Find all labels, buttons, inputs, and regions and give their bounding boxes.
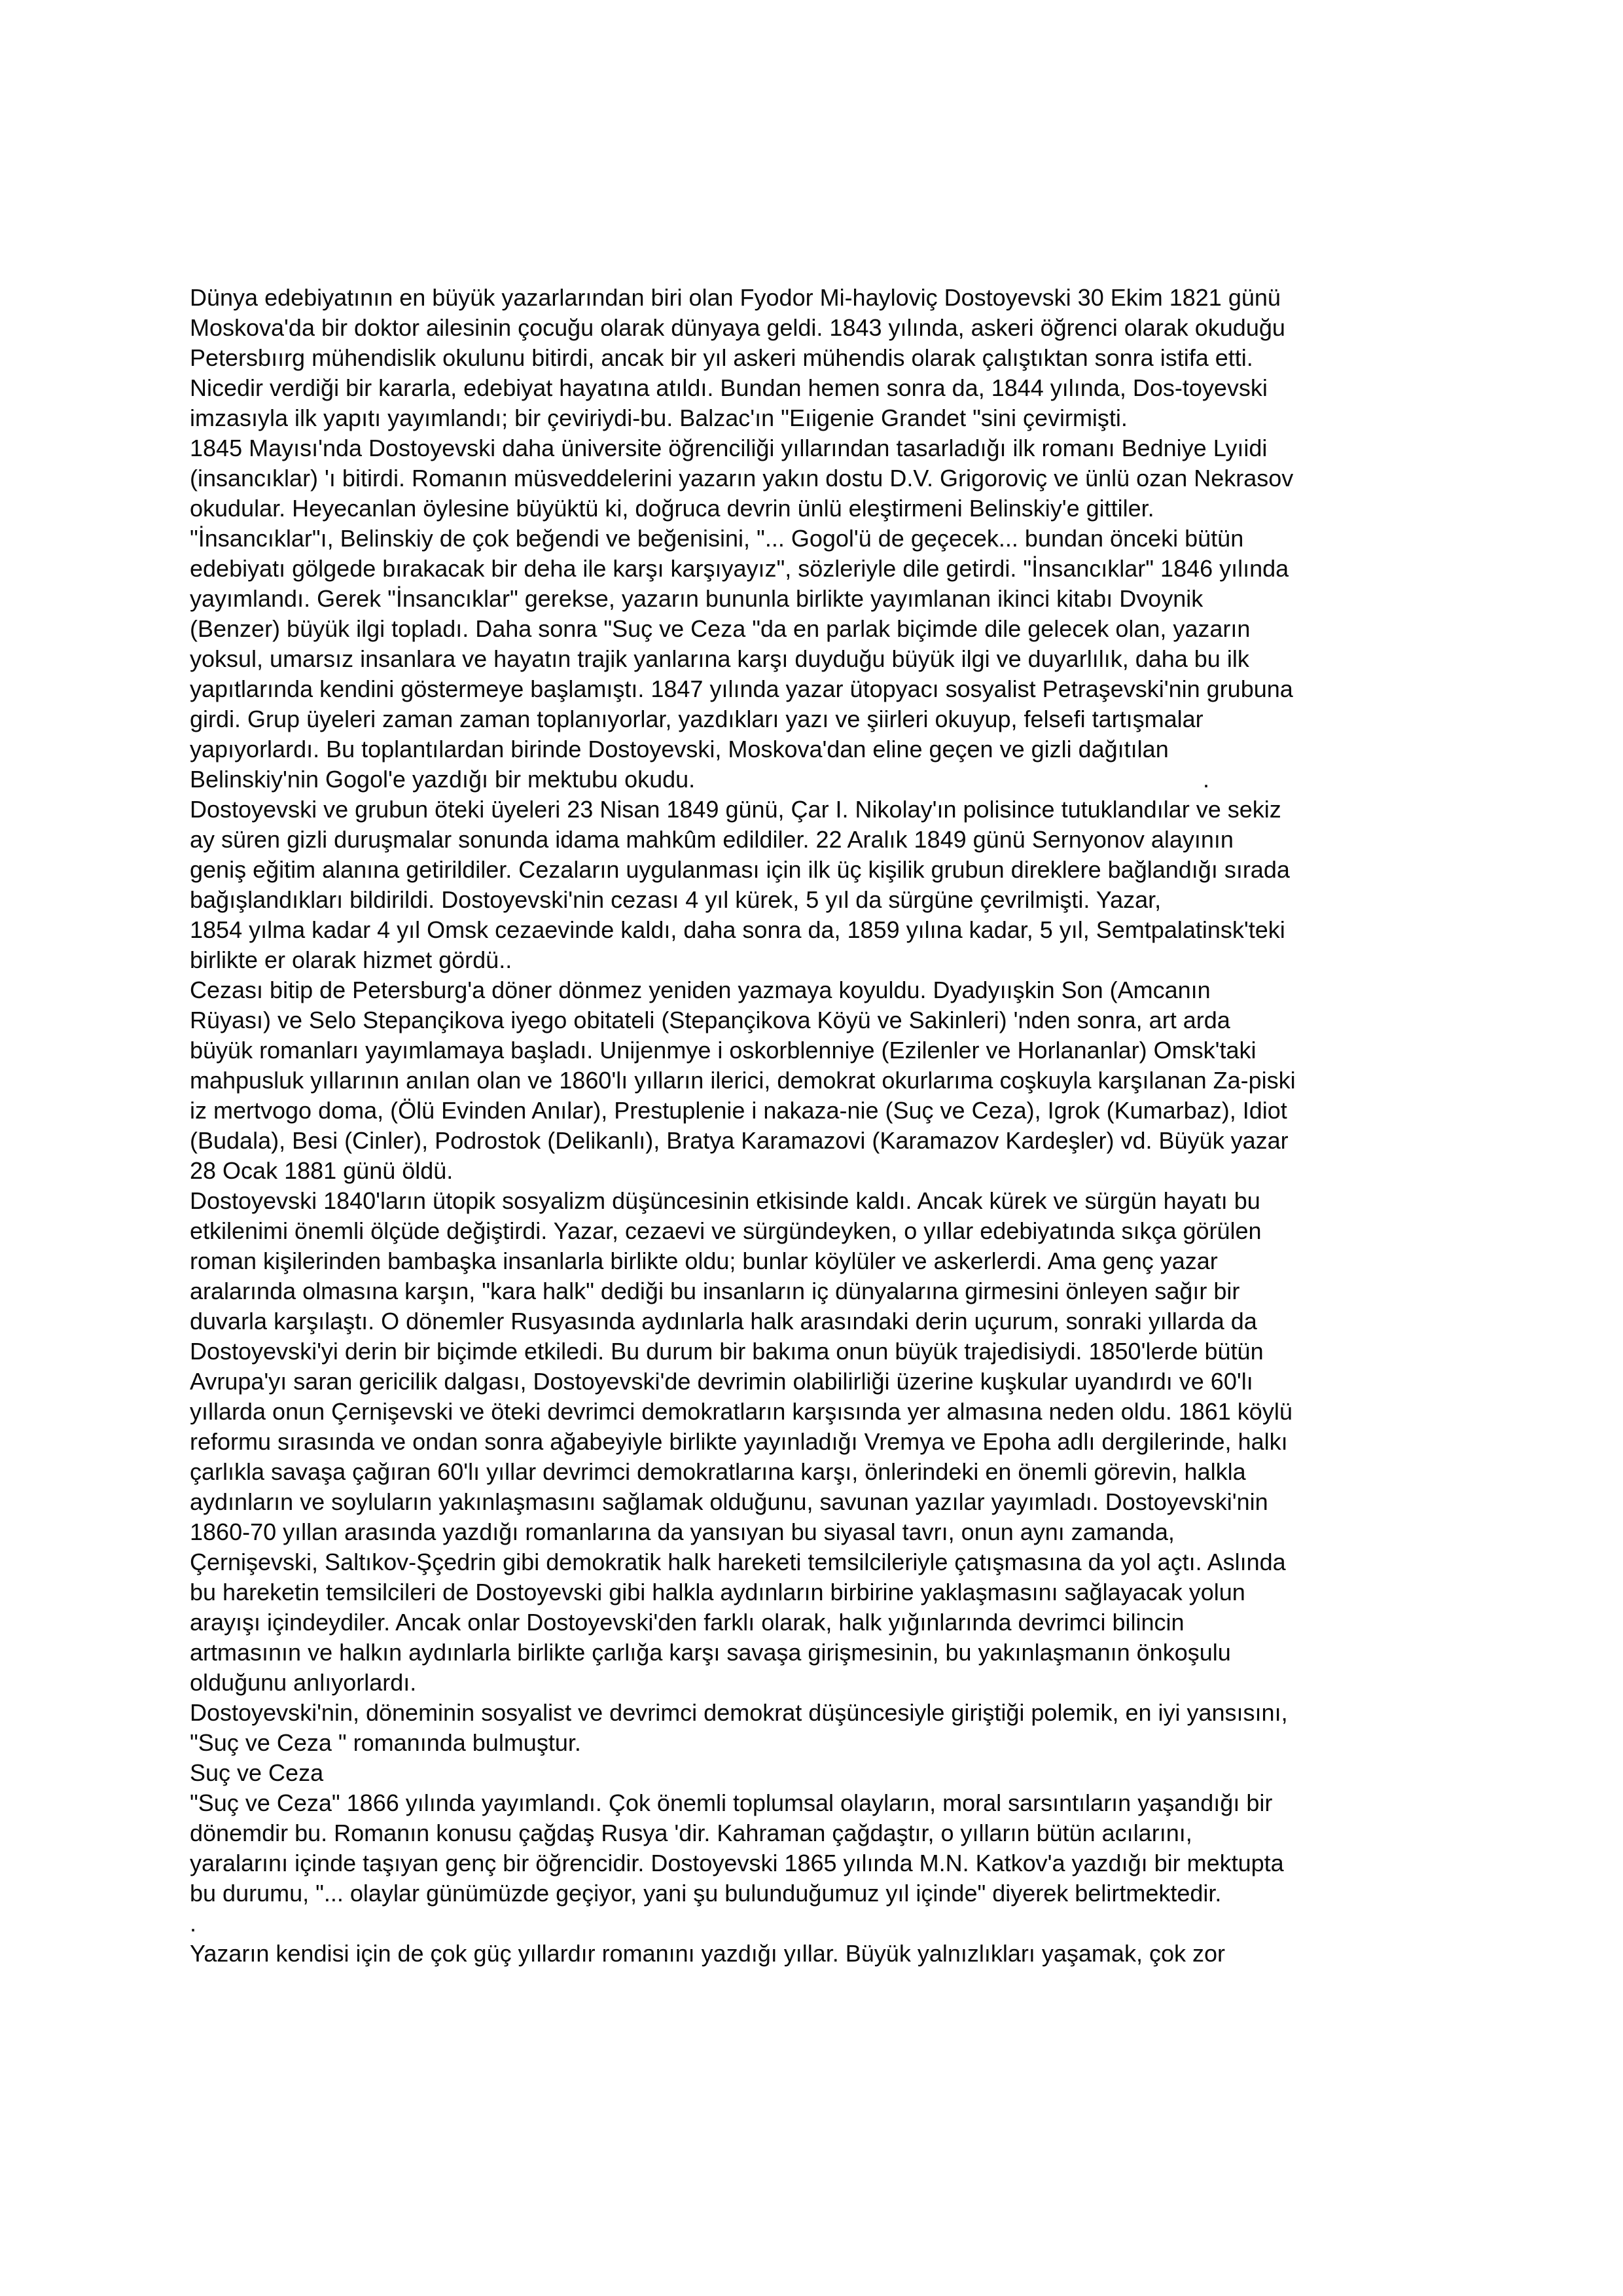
- text-line: bağışlandıkları bildirildi. Dostoyevski'nin cezası 4 yıl kürek, 5 yıl da sürgüne çevrilmişti. Yazar,: [190, 886, 1162, 913]
- text-line: Çernişevski, Saltıkov-Şçedrin gibi demokratik halk hareketi temsilcileriyle çatışmasına da yol açtı. Aslında: [190, 1549, 1286, 1575]
- body-text: [190, 283, 1472, 1999]
- stray-period-mark: .: [1203, 766, 1210, 793]
- text-line: Yazarın kendisi için de çok güç yıllardır romanını yazdığı yıllar. Büyük yalnızlıkları yaşamak, çok zor: [190, 1940, 1225, 1967]
- text-line: Moskova'da bir doktor ailesinin çocuğu olarak dünyaya geldi. 1843 yılında, askeri öğrenci olarak okuduğu: [190, 314, 1285, 341]
- text-line: arayışı içindeydiler. Ancak onlar Dostoyevski'den farklı olarak, halk yığınlarında devrimci bilincin: [190, 1609, 1185, 1636]
- text-line: aydınların ve soyluların yakınlaşmasını sağlamak olduğunu, savunan yazılar yayımladı. Dostoyevski'nin: [190, 1488, 1268, 1515]
- text-line: Dostoyevski'nin, döneminin sosyalist ve devrimci demokrat düşüncesiyle giriştiği polemik, en iyi yansısını,: [190, 1699, 1288, 1726]
- text-line: yıllarda onun Çernişevski ve öteki devrimci demokratların karşısında yer almasına neden oldu. 1861 köylü: [190, 1398, 1293, 1425]
- text-line: iz mertvogo doma, (Ölü Evinden Anılar), Prestuplenie i nakaza-nie (Suç ve Ceza), Igrok (Kumarbaz), Idiot: [190, 1097, 1287, 1124]
- text-line: Dünya edebiyatının en büyük yazarlarından biri olan Fyodor Mi-hayloviç Dostoyevski 30 Ekim 1821 günü: [190, 284, 1281, 311]
- text-line: geniş eğitim alanına getirildiler. Cezaların uygulanması için ilk üç kişilik grubun direklere bağlandığı sırada: [190, 856, 1290, 883]
- text-line: Dostoyevski ve grubun öteki üyeleri 23 Nisan 1849 günü, Çar I. Nikolay'ın polisince tutuklandılar ve sekiz: [190, 796, 1281, 823]
- text-line: okudular. Heyecanlan öylesine büyüktü ki, doğruca devrin ünlü eleştirmeni Belinskiy'e gittiler.: [190, 495, 1154, 522]
- text-line: Avrupa'yı saran gericilik dalgası, Dostoyevski'de devrimin olabilirliği üzerine kuşkular uyandırdı ve 60'lı: [190, 1368, 1253, 1395]
- text-line: duvarla karşılaştı. O dönemler Rusyasında aydınlarla halk arasındaki derin uçurum, sonraki yıllarda da: [190, 1308, 1257, 1335]
- text-line: .: [190, 1910, 197, 1937]
- text-line: 1860-70 yıllan arasında yazdığı romanlarına da yansıyan bu siyasal tavrı, onun aynı zamanda,: [190, 1518, 1175, 1545]
- text-line: bu hareketin temsilcileri de Dostoyevski gibi halkla aydınların birbirine yaklaşmasını sağlayacak yolun: [190, 1579, 1245, 1605]
- text-line: Rüyası) ve Selo Stepançikova iyego obitateli (Stepançikova Köyü ve Sakinleri) 'nden sonra, art arda: [190, 1007, 1230, 1033]
- text-line: "Suç ve Ceza " romanında bulmuştur.: [190, 1729, 581, 1756]
- text-line: [190, 1969, 1472, 1999]
- text-line: Belinskiy'nin Gogol'e yazdığı bir mektubu okudu.: [190, 766, 696, 793]
- text-line: mahpusluk yıllarının anılan olan ve 1860'lı yılların ilerici, demokrat okurlarıma coşkuyla karşılanan Za-piski: [190, 1067, 1296, 1094]
- text-line: Suç ve Ceza: [190, 1759, 324, 1786]
- text-line: çarlıkla savaşa çağıran 60'lı yıllar devrimci demokratlarına karşı, önlerindeki en önemli görevin, halkla: [190, 1458, 1246, 1485]
- text-line: ay süren gizli duruşmalar sonunda idama mahkûm edildiler. 22 Aralık 1849 günü Sernyonov alayının: [190, 826, 1234, 853]
- text-line: yaralarını içinde taşıyan genç bir öğrencidir. Dostoyevski 1865 yılında M.N. Katkov'a yazdığı bir mektupta: [190, 1850, 1284, 1876]
- text-line: roman kişilerinden bambaşka insanlarla birlikte oldu; bunlar köylüler ve askerlerdi. Ama genç yazar: [190, 1247, 1218, 1274]
- text-line: dönemdir bu. Romanın konusu çağdaş Rusya 'dir. Kahraman çağdaştır, o yılların bütün acılarını,: [190, 1820, 1192, 1846]
- text-line: bu durumu, "... olaylar günümüzde geçiyor, yani şu bulunduğumuz yıl içinde" diyerek belirtmektedir.: [190, 1880, 1222, 1907]
- text-line: edebiyatı gölgede bırakacak bir deha ile karşı karşıyayız", sözleriyle dile getirdi. "İnsancıklar" 1846 yılında: [190, 555, 1289, 582]
- text-line: büyük romanları yayımlamaya başladı. Unijenmye i oskorblenniye (Ezilenler ve Horlananlar) Omsk'taki: [190, 1037, 1257, 1064]
- text-line: (Benzer) büyük ilgi topladı. Daha sonra "Suç ve Ceza "da en parlak biçimde dile gelecek olan, yazarın: [190, 615, 1251, 642]
- text-line: aralarında olmasına karşın, "kara halk" dediği bu insanların iç dünyalarına girmesini önleyen sağır bir: [190, 1278, 1240, 1304]
- section-heading: "Suç ve Ceza" 1866 yılında yayımlandı. Çok önemli toplumsal olayların, moral sarsıntıların yaşandığı bir: [190, 1789, 1273, 1816]
- text-line: Cezası bitip de Petersburg'a döner dönmez yeniden yazmaya koyuldu. Dyadyıışkin Son (Amcanın: [190, 977, 1211, 1003]
- text-line: (insancıklar) 'ı bitirdi. Romanın müsveddelerini yazarın yakın dostu D.V. Grigoroviç ve ünlü ozan Nekrasov: [190, 465, 1294, 492]
- text-line: artmasının ve halkın aydınlarla birlikte çarlığa karşı savaşa girişmesinin, bu yakınlaşmanın önkoşulu: [190, 1639, 1231, 1666]
- text-line: etkilenimi önemli ölçüde değiştirdi. Yazar, cezaevi ve sürgündeyken, o yıllar edebiyatında sıkça görülen: [190, 1217, 1262, 1244]
- text-line: yoksul, umarsız insanlara ve hayatın trajik yanlarına karşı duyduğu büyük ilgi ve duyarlılık, daha bu ilk: [190, 645, 1249, 672]
- text-line: birlikte er olarak hizmet gördü..: [190, 946, 512, 973]
- text-line: olduğunu anlıyorlardı.: [190, 1669, 417, 1696]
- text-line: Petersbıırg mühendislik okulunu bitirdi, ancak bir yıl askeri mühendis olarak çalıştıktan sonra istifa etti.: [190, 344, 1253, 371]
- text-line: 1845 Mayısı'nda Dostoyevski daha üniversite öğrenciliği yıllarından tasarladığı ilk romanı Bedniye Lyıidi: [190, 435, 1268, 461]
- text-line: (Budala), Besi (Cinler), Podrostok (Delikanlı), Bratya Karamazovi (Karamazov Kardeşler) vd. Büyük yazar: [190, 1127, 1289, 1154]
- text-line: imzasıyla ilk yapıtı yayımlandı; bir çeviriydi-bu. Balzac'ın "Eıigenie Grandet "sini çevirmişti.: [190, 404, 1128, 431]
- text-line: 1854 yılma kadar 4 yıl Omsk cezaevinde kaldı, daha sonra da, 1859 yılına kadar, 5 yıl, Semtpalatinsk'teki: [190, 916, 1285, 943]
- text-line: Nicedir verdiği bir kararla, edebiyat hayatına atıldı. Bundan hemen sonra da, 1844 yılında, Dos-toyevski: [190, 374, 1268, 401]
- text-line: Dostoyevski'yi derin bir biçimde etkiledi. Bu durum bir bakıma onun büyük trajedisiydi. 1850'lerde bütün: [190, 1338, 1264, 1365]
- text-line: yayımlandı. Gerek "İnsancıklar" gerekse, yazarın bununla birlikte yayımlanan ikinci kitabı Dvoynik: [190, 585, 1204, 612]
- text-line: yapıtlarında kendini göstermeye başlamıştı. 1847 yılında yazar ütopyacı sosyalist Petraşevski'nin grubuna: [190, 675, 1293, 702]
- text-line: Dostoyevski 1840'ların ütopik sosyalizm düşüncesinin etkisinde kaldı. Ancak kürek ve sürgün hayatı bu: [190, 1187, 1260, 1214]
- text-line: reformu sırasında ve ondan sonra ağabeyiyle birlikte yayınladığı Vremya ve Epoha adlı dergilerinde, halkı: [190, 1428, 1288, 1455]
- text-line: 28 Ocak 1881 günü öldü.: [190, 1157, 454, 1184]
- text-line: girdi. Grup üyeleri zaman zaman toplanıyorlar, yazdıkları yazı ve şiirleri okuyup, felsefi tartışmalar: [190, 706, 1204, 732]
- text-line: "İnsancıklar"ı, Belinskiy de çok beğendi ve beğenisini, "... Gogol'ü de geçecek... bundan önceki bütün: [190, 525, 1244, 552]
- text-line: yapıyorlardı. Bu toplantılardan birinde Dostoyevski, Moskova'dan eline geçen ve gizli dağıtılan: [190, 736, 1169, 762]
